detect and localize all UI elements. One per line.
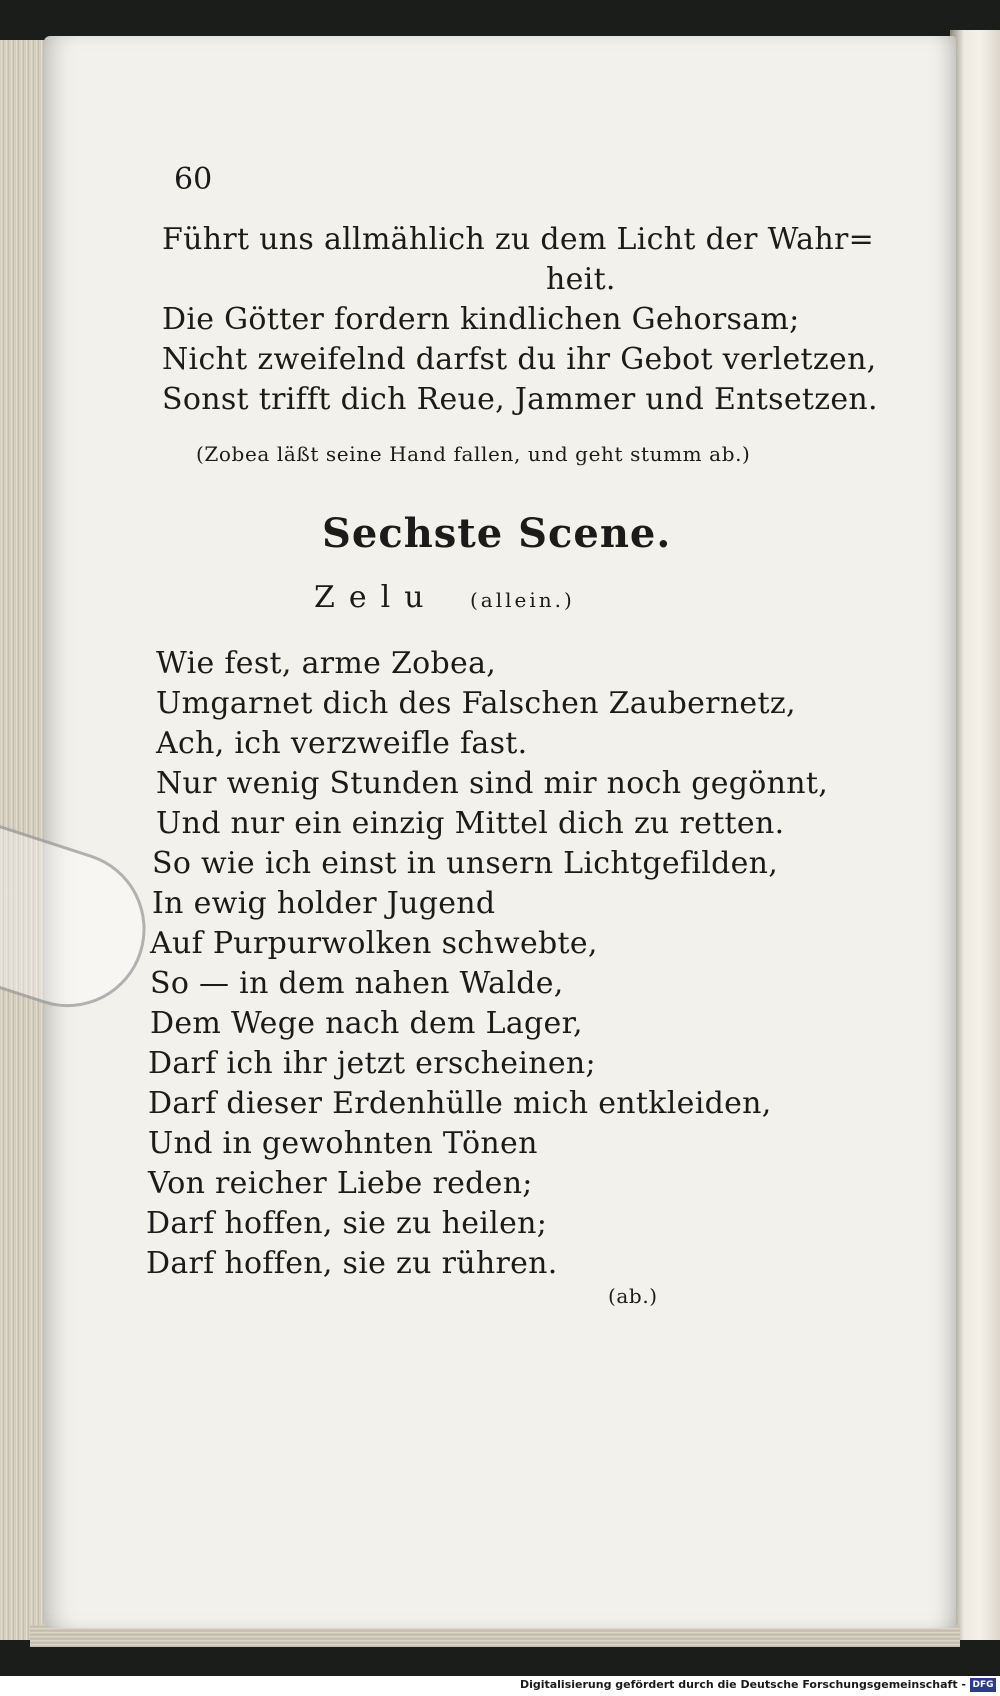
- verse-line: So — in dem nahen Walde,: [150, 966, 564, 1001]
- speaker-note: (allein.): [470, 588, 575, 612]
- book-page-edges-bottom: [30, 1625, 960, 1647]
- verse-line: Und nur ein einzig Mittel dich zu retten.: [156, 806, 785, 841]
- book-page-edges-right: [950, 30, 1000, 1640]
- verse-line: Umgarnet dich des Falschen Zaubernetz,: [156, 686, 796, 721]
- verse-line: Führt uns allmählich zu dem Licht der Wahr=: [162, 222, 875, 257]
- verse-line: Dem Wege nach dem Lager,: [150, 1006, 583, 1041]
- verse-line: Darf ich ihr jetzt erscheinen;: [148, 1046, 596, 1081]
- dfg-logo: DFG: [970, 1678, 996, 1692]
- verse-line: Darf dieser Erdenhülle mich entkleiden,: [148, 1086, 772, 1121]
- verse-line: heit.: [546, 262, 616, 297]
- verse-line: Ach, ich verzweifle fast.: [156, 726, 528, 761]
- verse-line: Nur wenig Stunden sind mir noch gegönnt,: [156, 766, 829, 801]
- stage-direction: (Zobea läßt seine Hand fallen, und geht stumm ab.): [196, 442, 751, 466]
- verse-line: In ewig holder Jugend: [152, 886, 496, 921]
- verse-line: Darf hoffen, sie zu heilen;: [146, 1206, 548, 1241]
- verse-line: Wie fest, arme Zobea,: [156, 646, 497, 681]
- scene-heading: Sechste Scene.: [322, 510, 672, 557]
- verse-line: Von reicher Liebe reden;: [148, 1166, 533, 1201]
- verse-line: Darf hoffen, sie zu rühren.: [146, 1246, 558, 1281]
- verse-line: Sonst trifft dich Reue, Jammer und Entsetzen.: [162, 382, 878, 417]
- verse-line: So wie ich einst in unsern Lichtgefilden,: [152, 846, 779, 881]
- page-number: 60: [174, 162, 213, 197]
- verse-line: Die Götter fordern kindlichen Gehorsam;: [162, 302, 800, 337]
- verse-line: Und in gewohnten Tönen: [148, 1126, 538, 1161]
- verse-line: Nicht zweifelnd darfst du ihr Gebot verletzen,: [162, 342, 877, 377]
- stage-direction: (ab.): [608, 1284, 658, 1308]
- footer: [0, 1676, 1000, 1696]
- verse-line: Auf Purpurwolken schwebte,: [150, 926, 598, 961]
- funding-credit: Digitalisierung gefördert durch die Deutsche Forschungsgemeinschaft -: [519, 1678, 966, 1691]
- speaker-name: Zelu: [314, 580, 438, 615]
